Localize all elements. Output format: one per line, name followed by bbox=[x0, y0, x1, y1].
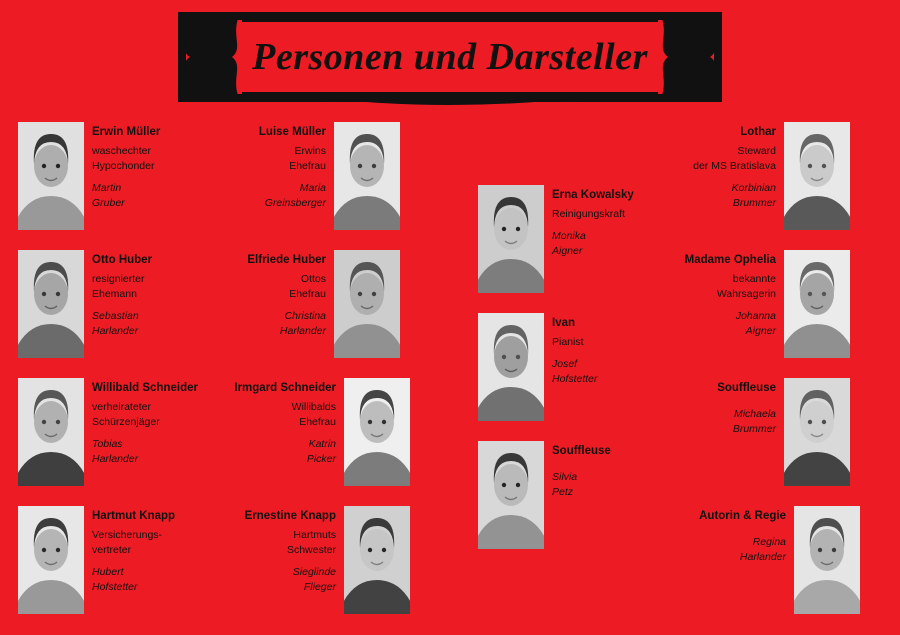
actor-name-line: Brummer bbox=[732, 422, 776, 435]
actor-name-line: Harlander bbox=[739, 550, 786, 563]
person-role-line: verheirateter bbox=[92, 400, 151, 413]
person-role-line: Ehefrau bbox=[299, 415, 336, 428]
person-card bbox=[240, 250, 400, 358]
person-name: Erna Kowalsky bbox=[552, 189, 634, 201]
actor-name-line: Josef bbox=[552, 357, 578, 370]
person-card bbox=[18, 250, 178, 358]
person-role-line: Ehemann bbox=[92, 287, 137, 300]
person-role-line: Schürzenjäger bbox=[92, 415, 160, 428]
person-name: Ivan bbox=[552, 317, 576, 329]
actor-name-line: Regina bbox=[752, 535, 786, 548]
person-text bbox=[92, 378, 198, 486]
actor-name-line: Harlander bbox=[92, 325, 139, 338]
person-name: Ernestine Knapp bbox=[244, 510, 336, 522]
person-card bbox=[690, 378, 850, 486]
person-card bbox=[234, 378, 410, 486]
actor-name-line: Flieger bbox=[303, 581, 336, 594]
person-text bbox=[240, 250, 326, 358]
person-text bbox=[552, 185, 638, 293]
actor-name-line: Hofstetter bbox=[92, 581, 138, 594]
person-text bbox=[690, 506, 786, 614]
person-text bbox=[690, 378, 776, 486]
person-text bbox=[552, 441, 638, 549]
actor-name-line: Brummer bbox=[732, 197, 776, 210]
person-text bbox=[92, 506, 178, 614]
person-role-line: waschechter bbox=[92, 144, 151, 157]
person-name: Autorin & Regie bbox=[699, 510, 786, 522]
person-role-line: Reinigungskraft bbox=[552, 207, 625, 220]
person-card bbox=[478, 185, 638, 293]
actor-name-line: Silvia bbox=[552, 470, 578, 483]
actor-name-line: Harlander bbox=[92, 453, 139, 466]
actor-name-line: Johanna bbox=[735, 310, 776, 323]
person-card bbox=[240, 506, 410, 614]
actor-name-line: Hubert bbox=[92, 566, 124, 579]
person-text bbox=[240, 506, 336, 614]
person-name: Luise Müller bbox=[258, 126, 326, 138]
portrait-photo bbox=[784, 122, 850, 230]
actor-name-line: Monika bbox=[552, 229, 586, 242]
person-card bbox=[18, 506, 178, 614]
person-role-line: der MS Bratislava bbox=[693, 159, 776, 172]
actor-name-line: Greinsberger bbox=[264, 197, 326, 210]
person-role-line: Hartmuts bbox=[293, 528, 336, 541]
portrait-photo bbox=[334, 122, 400, 230]
portrait-photo bbox=[784, 378, 850, 486]
portrait-photo bbox=[18, 506, 84, 614]
portrait-photo bbox=[478, 313, 544, 421]
person-text bbox=[552, 313, 638, 421]
person-card bbox=[684, 250, 850, 358]
person-role-line: Ehefrau bbox=[289, 159, 326, 172]
person-card bbox=[18, 122, 178, 230]
person-card bbox=[18, 378, 198, 486]
portrait-photo bbox=[18, 378, 84, 486]
person-card bbox=[240, 122, 400, 230]
person-role-line: Hypochonder bbox=[92, 159, 155, 172]
person-text bbox=[92, 250, 178, 358]
person-role-line: Willibalds bbox=[291, 400, 336, 413]
person-name: Irmgard Schneider bbox=[234, 382, 336, 394]
person-role-line: Erwins bbox=[294, 144, 326, 157]
person-role-line: Pianist bbox=[552, 335, 584, 348]
actor-name-line: Michaela bbox=[733, 407, 776, 420]
portrait-photo bbox=[478, 185, 544, 293]
person-name: Souffleuse bbox=[552, 445, 611, 457]
person-name: Hartmut Knapp bbox=[92, 510, 176, 522]
portrait-photo bbox=[334, 250, 400, 358]
actor-name-line: Maria bbox=[299, 182, 326, 195]
portrait-photo bbox=[794, 506, 860, 614]
person-role-line: Versicherungs- bbox=[92, 528, 163, 541]
person-text bbox=[684, 250, 776, 358]
person-text bbox=[234, 378, 336, 486]
person-card bbox=[478, 313, 638, 421]
actor-name-line: Katrin bbox=[308, 438, 336, 451]
actor-name-line: Christina bbox=[284, 310, 326, 323]
portrait-photo bbox=[344, 378, 410, 486]
title-banner bbox=[170, 8, 730, 106]
actor-name-line: Picker bbox=[306, 453, 336, 466]
person-name: Erwin Müller bbox=[92, 126, 161, 138]
portrait-photo bbox=[18, 122, 84, 230]
person-name: Willibald Schneider bbox=[92, 382, 198, 394]
person-role-line: vertreter bbox=[92, 543, 132, 556]
actor-name-line: Sieglinde bbox=[292, 566, 336, 579]
person-role-line: resignierter bbox=[92, 272, 145, 285]
person-text bbox=[690, 122, 776, 230]
actor-name-line: Aigner bbox=[552, 245, 583, 258]
actor-name-line: Korbinian bbox=[731, 182, 776, 195]
person-role-line: Wahrsagerin bbox=[716, 287, 776, 300]
actor-name-line: Tobias bbox=[92, 438, 123, 451]
person-role-line: Schwester bbox=[286, 543, 336, 556]
person-text bbox=[92, 122, 178, 230]
person-card bbox=[478, 441, 638, 549]
person-card bbox=[690, 122, 850, 230]
person-name: Elfriede Huber bbox=[247, 254, 326, 266]
actor-name-line: Martin bbox=[92, 182, 122, 195]
portrait-photo bbox=[784, 250, 850, 358]
actor-name-line: Aigner bbox=[745, 325, 776, 338]
person-text bbox=[240, 122, 326, 230]
actor-name-line: Harlander bbox=[279, 325, 326, 338]
actor-name-line: Petz bbox=[552, 485, 574, 498]
person-role-line: Ottos bbox=[300, 272, 326, 285]
actor-name-line: Hofstetter bbox=[552, 373, 598, 386]
person-name: Madame Ophelia bbox=[684, 254, 776, 266]
person-name: Souffleuse bbox=[717, 382, 776, 394]
person-role-line: Steward bbox=[737, 144, 776, 157]
portrait-photo bbox=[344, 506, 410, 614]
person-card bbox=[690, 506, 860, 614]
person-name: Otto Huber bbox=[92, 254, 153, 266]
actor-name-line: Gruber bbox=[92, 197, 125, 210]
person-role-line: bekannte bbox=[732, 272, 776, 285]
page-title: Personen und Darsteller bbox=[252, 36, 648, 78]
actor-name-line: Sebastian bbox=[92, 310, 139, 323]
person-role-line: Ehefrau bbox=[289, 287, 326, 300]
person-name: Lothar bbox=[740, 126, 776, 138]
portrait-photo bbox=[478, 441, 544, 549]
portrait-photo bbox=[18, 250, 84, 358]
